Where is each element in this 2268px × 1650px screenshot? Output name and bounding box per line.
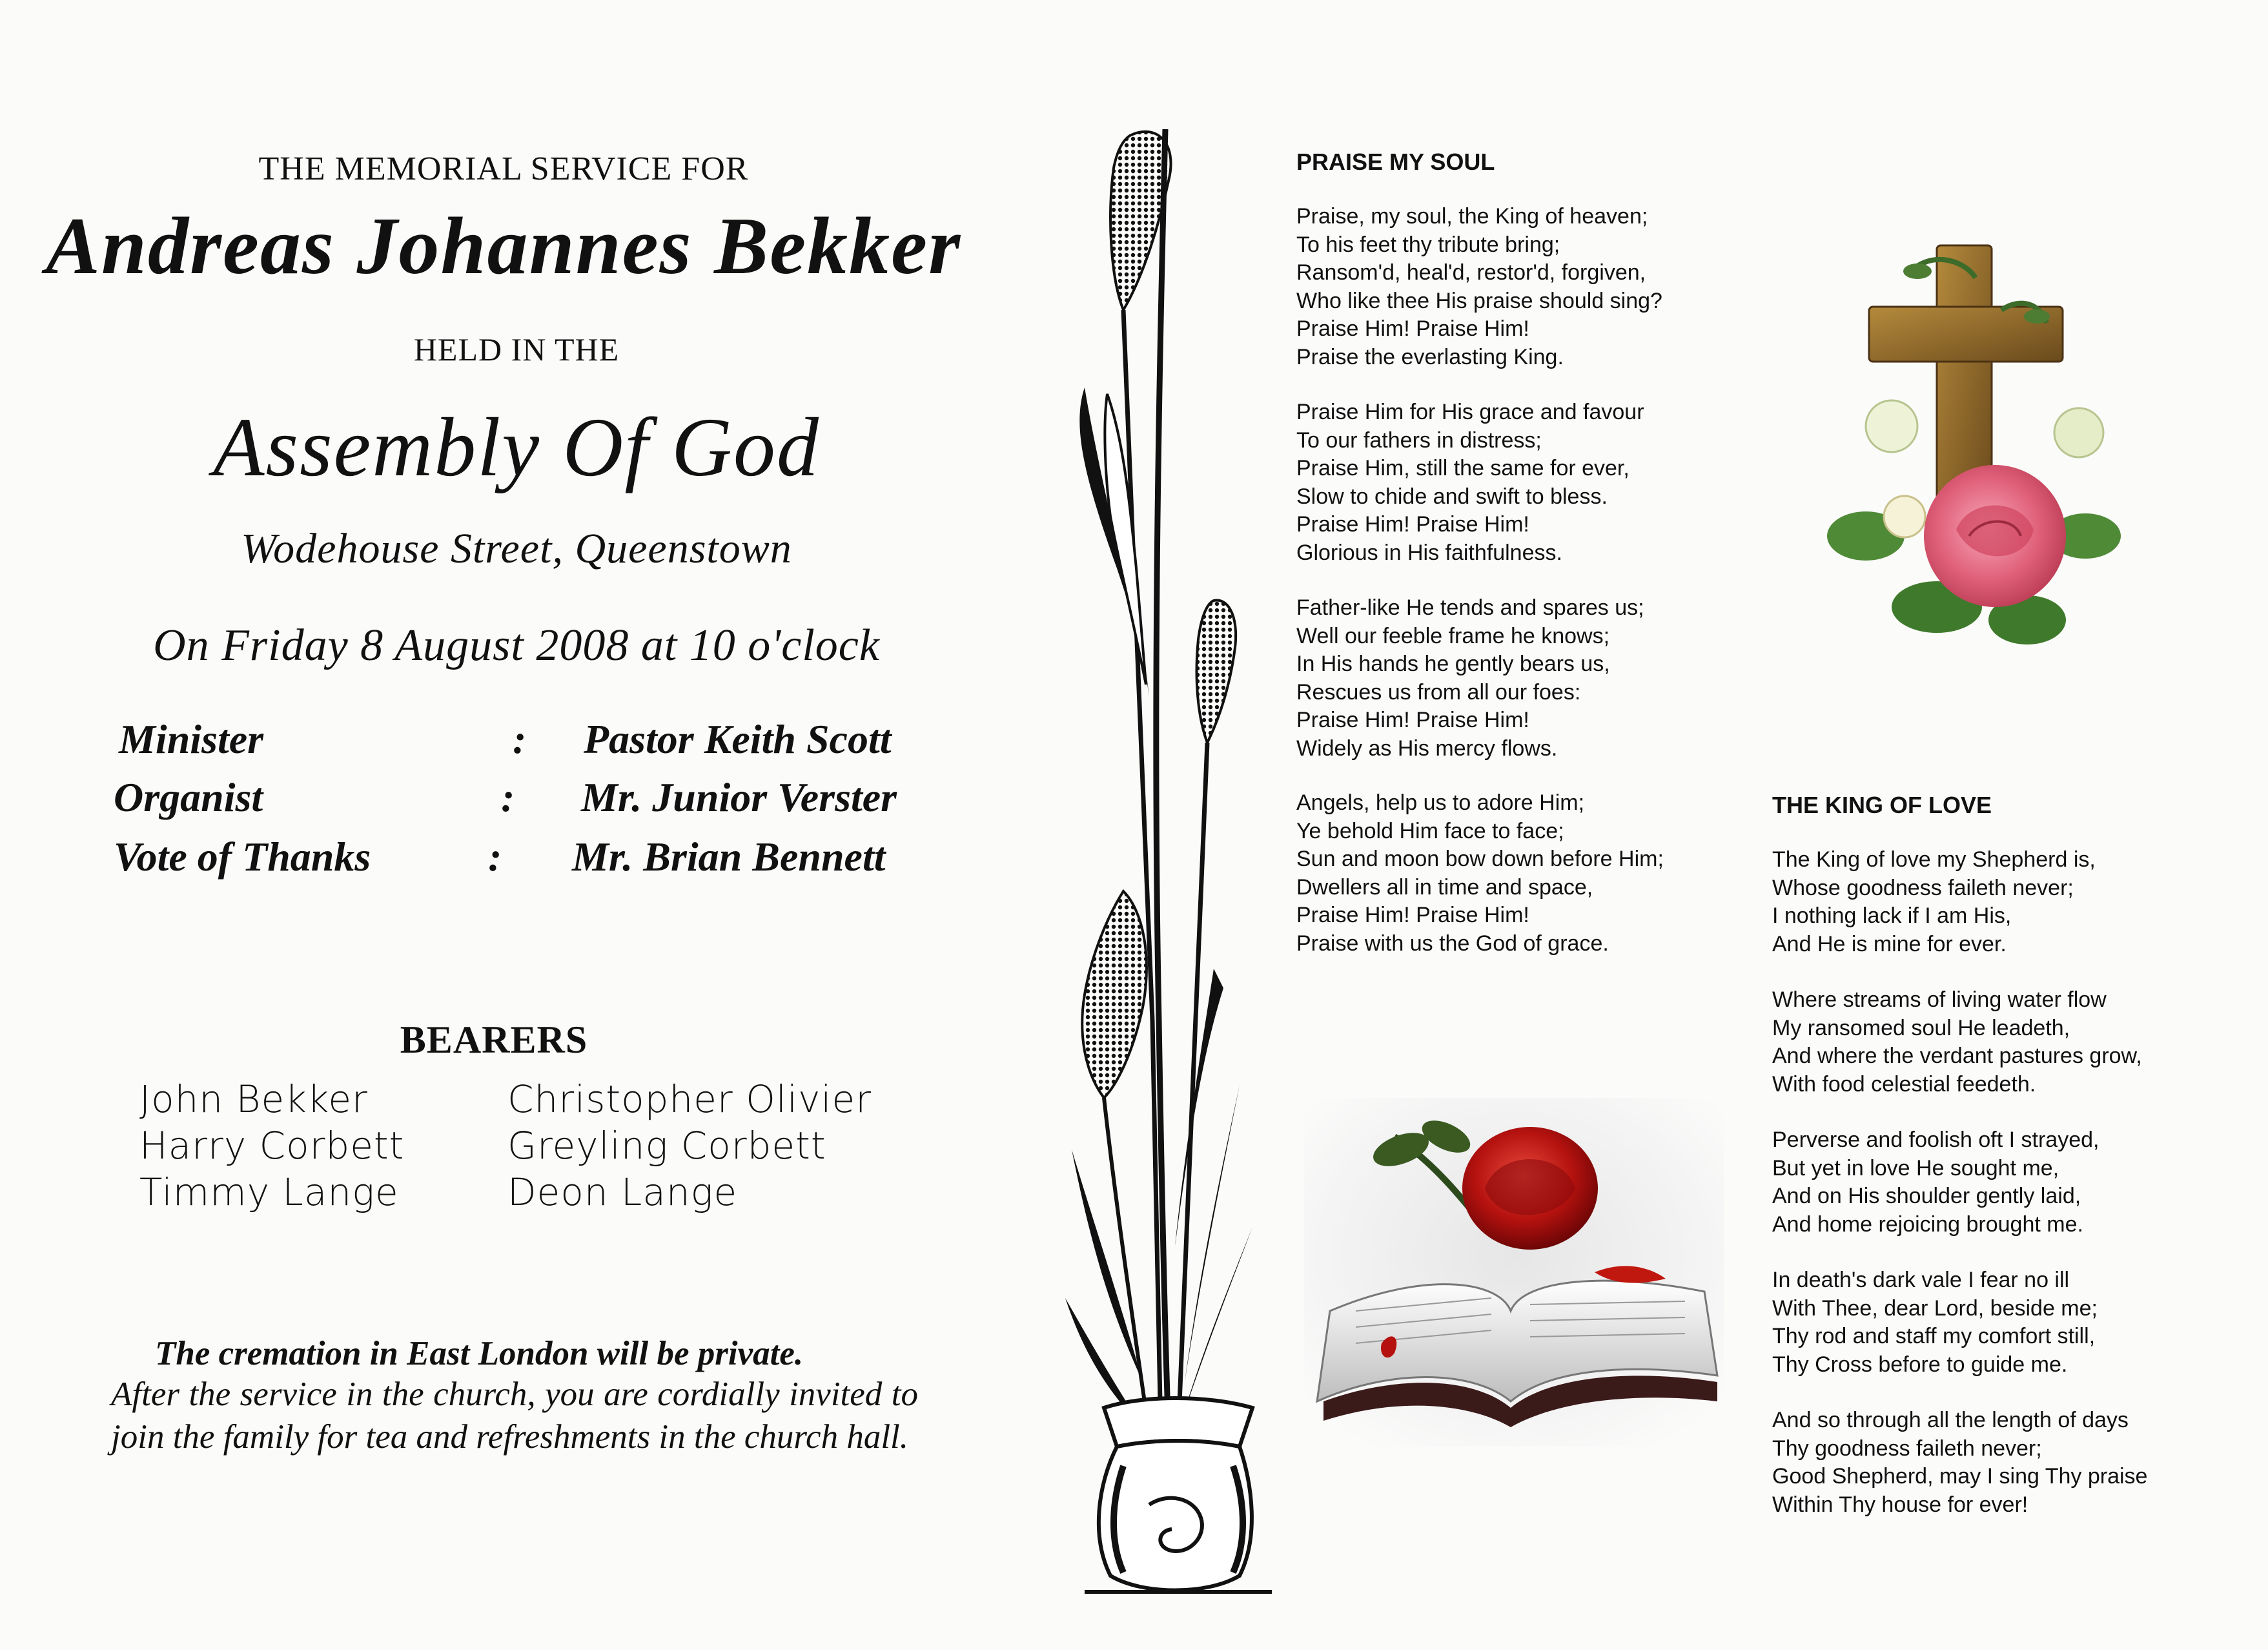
hymn-line: Father-like He tends and spares us; (1296, 595, 1644, 620)
hymn-line: Sun and moon bow down before Him; (1296, 847, 1664, 871)
hymn-stanza (1772, 846, 2096, 958)
hymn-line: Praise, my soul, the King of heaven; (1296, 204, 1648, 229)
venue-address: Wodehouse Street, Queenstown (241, 525, 792, 572)
hymn-line: And on His shoulder gently laid, (1772, 1184, 2081, 1208)
bearer-name: Christopher Olivier (507, 1077, 872, 1121)
hymn-line: My ransomed soul He leadeth, (1772, 1015, 2070, 1040)
bearer-name: Greyling Corbett (507, 1124, 826, 1168)
hymn-line: Whose goodness faileth never; (1772, 875, 2074, 900)
hymn-line: Dwellers all in time and space, (1296, 874, 1593, 900)
hymn-title: PRAISE MY SOUL (1296, 149, 1495, 175)
hymn-line: Praise with us the God of grace. (1296, 931, 1609, 956)
rose-on-bible-illustration (1304, 1098, 1724, 1447)
hymn-line: Rescues us from all our foes: (1296, 679, 1581, 705)
hymn-line: Praise Him for His grace and favour (1296, 400, 1644, 424)
venue-name: Assembly Of God (213, 401, 820, 494)
hymn-line: Where streams of living water flow (1772, 987, 2107, 1012)
hymn-stanza (1772, 1126, 2099, 1239)
hymn-stanza (1296, 203, 1662, 371)
hymn-line: Well our feeble frame he knows; (1296, 623, 1610, 648)
bearer-name: Harry Corbett (139, 1124, 405, 1168)
hymn-line: To his feet thy tribute bring; (1296, 232, 1560, 257)
officiant-role: Organist (114, 774, 263, 820)
hymn-line: Angels, help us to adore Him; (1296, 790, 1585, 815)
hymn-stanza (1772, 986, 2142, 1098)
hymn-line: Good Shepherd, may I sing Thy praise (1772, 1464, 2148, 1489)
hymn-stanza (1772, 1407, 2147, 1519)
held-in-label: HELD IN THE (413, 331, 620, 367)
bearer-name: Timmy Lange (139, 1170, 399, 1214)
hymn-line: I nothing lack if I am His, (1772, 903, 2012, 928)
hymn-line: Widely as His mercy flows. (1296, 736, 1558, 761)
hymn-line: Ye behold Him face to face; (1296, 818, 1564, 843)
hymn-line: Praise Him! Praise Him! (1296, 903, 1529, 927)
officiant-row (119, 716, 958, 767)
hymn-line: Praise Him, still the same for ever, (1296, 456, 1629, 480)
hymn-line: Within Thy house for ever! (1772, 1492, 2028, 1517)
hymn-stanza (1296, 789, 1664, 958)
hymn-line: Praise Him! Praise Him! (1296, 316, 1529, 341)
hymn-line: Perverse and foolish oft I strayed, (1772, 1128, 2099, 1152)
hymn-line: And so through all the length of days (1772, 1408, 2129, 1432)
hymn-line: Thy rod and staff my comfort still, (1772, 1324, 2096, 1348)
hymn-line: The King of love my Shepherd is, (1772, 847, 2096, 872)
hymn-line: Thy Cross before to guide me. (1772, 1352, 2068, 1377)
service-date: On Friday 8 August 2008 at 10 o'clock (153, 621, 880, 670)
officiant-row (114, 774, 966, 825)
hymn-line: In His hands he gently bears us, (1296, 652, 1610, 676)
bearer-name: Deon Lange (507, 1170, 738, 1214)
hymn-line: Slow to chide and swift to bless. (1296, 484, 1608, 509)
hymn-line: In death's dark vale I fear no ill (1772, 1268, 2070, 1292)
refreshments-notice: After the service in the church, you are cordially invited to join the family for tea and refreshments in the church hall. (111, 1376, 918, 1456)
cremation-notice: The cremation in East London will be private. (155, 1335, 804, 1372)
hymn-line: And He is mine for ever. (1772, 931, 2007, 956)
hymn-line: Praise Him! Praise Him! (1296, 512, 1529, 537)
hymn-title: THE KING OF LOVE (1772, 792, 1992, 818)
reed-plant-in-urn-illustration (1046, 116, 1291, 1602)
officiant-role: Vote of Thanks (114, 834, 371, 880)
hymn-line: And home rejoicing brought me. (1772, 1212, 2083, 1237)
service-intro: THE MEMORIAL SERVICE FOR (258, 150, 749, 187)
officiant-separator: : (513, 716, 527, 762)
officiant-separator: : (488, 834, 502, 880)
hymn-line: Who like thee His praise should sing? (1296, 288, 1662, 313)
hymn-line: Glorious in His faithfulness. (1296, 540, 1562, 565)
hymn-line: Praise the everlasting King. (1296, 344, 1564, 369)
deceased-name: Andreas Johannes Bekker (45, 201, 962, 291)
hymn-line: Praise Him! Praise Him! (1296, 708, 1529, 732)
hymn-stanza (1296, 398, 1644, 567)
hymn-stanza (1772, 1266, 2098, 1379)
officiant-person: Mr. Brian Bennett (572, 834, 886, 880)
hymn-stanza (1296, 594, 1644, 763)
hymn-line: But yet in love He sought me, (1772, 1155, 2059, 1181)
bearer-name: John Bekker (139, 1077, 368, 1121)
officiant-person: Pastor Keith Scott (584, 716, 892, 762)
hymn-line: Thy goodness faileth never; (1772, 1436, 2042, 1461)
hymn-line: And where the verdant pastures grow, (1772, 1044, 2142, 1068)
officiant-role: Minister (119, 716, 264, 762)
hymn-line: To our fathers in distress; (1296, 428, 1542, 453)
hymn-line: Ransom'd, heal'd, restor'd, forgiven, (1296, 260, 1646, 285)
hymn-line: With Thee, dear Lord, beside me; (1772, 1295, 2098, 1321)
officiant-row (114, 833, 966, 885)
hymn-line: With food celestial feedeth. (1772, 1071, 2036, 1097)
bearers-heading: BEARERS (400, 1018, 588, 1061)
officiant-person: Mr. Junior Verster (581, 774, 897, 820)
cross-with-roses-illustration (1808, 232, 2143, 697)
officiant-separator: : (501, 774, 515, 820)
